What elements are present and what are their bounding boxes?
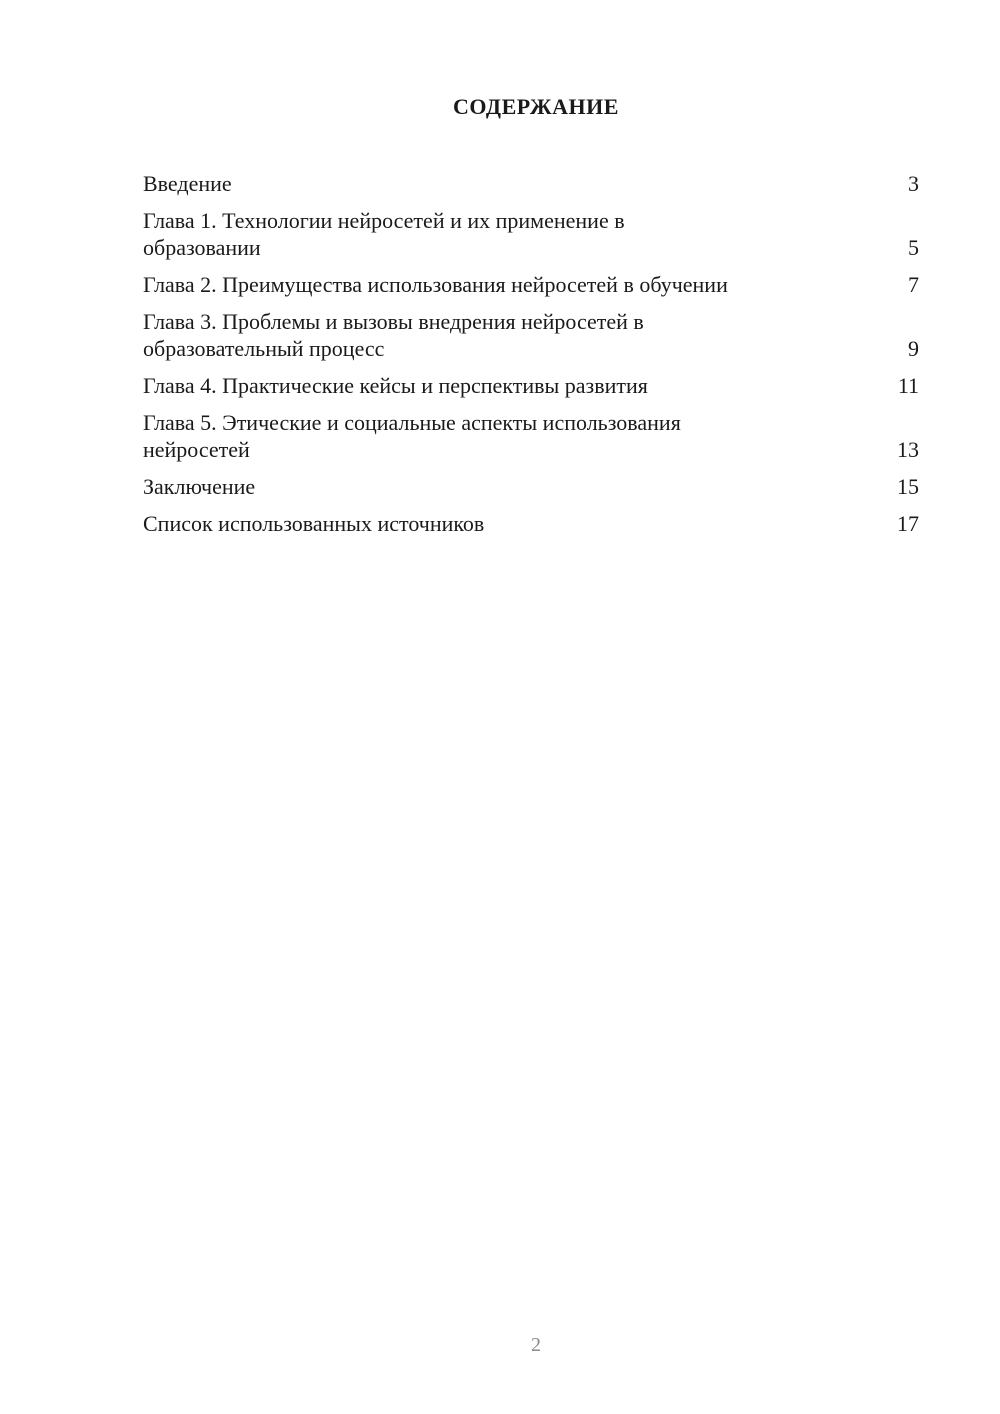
toc-entry-title (143, 170, 232, 197)
table-of-contents (143, 170, 919, 547)
toc-entry-title-line: Глава 5. Этические и социальные аспекты использования (143, 410, 681, 435)
toc-entry-title-line: нейросетей (143, 437, 250, 462)
toc-entry-title (143, 271, 728, 298)
page-number: 2 (531, 1334, 541, 1356)
toc-entry-chapter-4 (143, 372, 919, 399)
toc-entry-page-number: 7 (908, 272, 919, 297)
toc-entry-title (143, 372, 648, 399)
toc-entry-title (143, 473, 255, 500)
toc-entry-title-line: Введение (143, 171, 232, 196)
toc-entry-chapter-1 (143, 207, 919, 261)
toc-entry-page-number: 13 (897, 437, 919, 462)
toc-entry-references (143, 510, 919, 537)
toc-entry-page-number: 11 (897, 373, 919, 398)
toc-entry-conclusion (143, 473, 919, 500)
toc-entry-introduction (143, 170, 919, 197)
toc-entry-title (143, 207, 625, 261)
toc-entry-title-line: Глава 1. Технологии нейросетей и их применение в (143, 208, 625, 233)
toc-entry-chapter-5 (143, 409, 919, 463)
toc-heading: СОДЕРЖАНИЕ (453, 94, 619, 119)
toc-entry-page-number: 9 (908, 336, 919, 361)
toc-entry-title (143, 510, 484, 537)
toc-entry-title-line: образовании (143, 235, 261, 260)
toc-entry-page-number: 17 (897, 511, 919, 536)
toc-entry-page-number: 5 (908, 235, 919, 260)
toc-entry-chapter-3 (143, 308, 919, 362)
toc-entry-title-line: Глава 4. Практические кейсы и перспективы развития (143, 373, 648, 398)
toc-entry-page-number: 3 (908, 171, 919, 196)
toc-entry-title-line: Глава 2. Преимущества использования нейросетей в обучении (143, 272, 728, 297)
toc-entry-page-number: 15 (897, 474, 919, 499)
toc-entry-chapter-2 (143, 271, 919, 298)
toc-entry-title-line: Заключение (143, 474, 256, 499)
toc-entry-title (143, 308, 644, 362)
toc-entry-title (143, 409, 681, 463)
toc-entry-title-line: Глава 3. Проблемы и вызовы внедрения нейросетей в (143, 309, 644, 334)
toc-entry-title-line: Список использованных источников (143, 511, 485, 536)
toc-entry-title-line: образовательный процесс (143, 336, 385, 361)
